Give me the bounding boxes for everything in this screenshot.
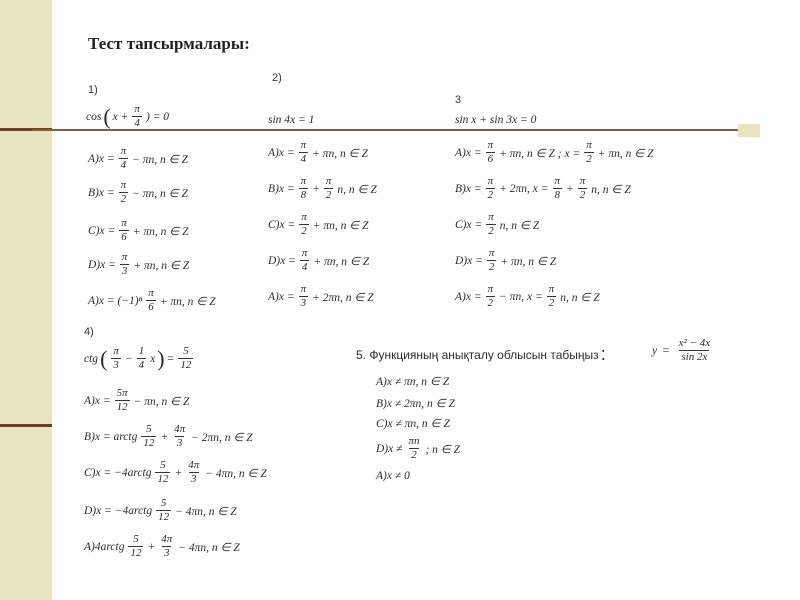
fraction: $\frac{\pi}{2}$: [120, 179, 127, 205]
fraction: $\frac{\pi}{4}$: [301, 247, 308, 273]
fraction: $\frac{5}{12}$: [157, 459, 169, 485]
q2-option-b: B)x = $\frac{\pi}{8}$ + $\frac{\pi}{2}$ n, n ∈ Z: [268, 175, 377, 201]
right-decor-block: [738, 124, 760, 137]
q3-option-b: B)x = $\frac{\pi}{2}$ + 2πn, x = $\frac{\pi}{8}$ + $\frac{\pi}{2}$ n, n ∈ Z: [455, 175, 631, 201]
question-4-label: 4): [84, 326, 94, 338]
fraction: $\frac{4\pi}{3}$: [161, 533, 173, 559]
q5-option-d: D)x ≠ $\frac{\pi n}{2}$ ; n ∈ Z: [376, 435, 461, 461]
q4-option-e: A)4arctg $\frac{5}{12}$ + $\frac{4\pi}{3}$ − 4πn, n ∈ Z: [84, 533, 240, 559]
q2-option-a: A)x = $\frac{\pi}{4}$ + πn, n ∈ Z: [268, 139, 368, 165]
fraction: $\frac{\pi}{2}$: [488, 247, 495, 273]
fraction: $\frac{4\pi}{3}$: [174, 423, 186, 449]
fraction: $\frac{5}{12}$: [180, 345, 192, 371]
q3-option-c: C)x = $\frac{\pi}{2}$ n, n ∈ Z: [455, 211, 540, 237]
fraction: $\frac{\pi}{6}$: [487, 139, 494, 165]
question-3-label: 3: [455, 94, 462, 106]
q5-question: 5. Функцияның анықталу облысын табыңыз :: [356, 344, 606, 364]
fraction: $\frac{5}{12}$: [158, 497, 170, 523]
q2-option-c: C)x = $\frac{\pi}{2}$ + πn, n ∈ Z: [268, 211, 369, 237]
page-title: Тест тапсырмалары:: [88, 34, 250, 53]
q1-eq-func: cos: [86, 110, 102, 123]
q4-option-d: D)x = −4arctg $\frac{5}{12}$ − 4πn, n ∈ Z: [84, 497, 237, 523]
q3-equation: sin x + sin 3x = 0: [455, 114, 537, 126]
fraction: $\frac{\pi}{4}$: [300, 139, 307, 165]
q1-eq-x: x +: [112, 110, 129, 123]
fraction: $\frac{\pi n}{2}$: [408, 435, 420, 461]
fraction: $\frac{5}{12}$: [130, 533, 142, 559]
fraction: $\frac{\pi}{2}$: [586, 139, 592, 165]
fraction: $\frac{\pi}{2}$: [487, 175, 494, 201]
fraction: $\frac{5\pi}{12}$: [116, 387, 128, 413]
q3-option-e: A)x = $\frac{\pi}{2}$ − πn, x = $\frac{\pi}{2}$ n, n ∈ Z: [455, 283, 600, 309]
q5-option-b: B)x ≠ 2πn, n ∈ Z: [376, 398, 455, 410]
fraction: $\frac{4\pi}{3}$: [188, 459, 200, 485]
q5-option-a: A)x ≠ πn, n ∈ Z: [376, 376, 450, 388]
fraction: $\frac{\pi}{6}$: [121, 217, 127, 243]
q2-equation: sin 4x = 1: [268, 114, 315, 126]
q3-option-d: D)x = $\frac{\pi}{2}$ + πn, n ∈ Z: [455, 247, 557, 273]
fraction: $\frac{5}{12}$: [143, 423, 155, 449]
q2-option-e: A)x = $\frac{\pi}{3}$ + 2πn, n ∈ Z: [268, 283, 374, 309]
q1-eq-close: ) = 0: [145, 110, 170, 123]
q1-option-e: A)x = (−1)ⁿ $\frac{\pi}{6}$ + πn, n ∈ Z: [88, 287, 216, 313]
fraction: $\frac{\pi}{2}$: [488, 211, 494, 237]
question-2-label: 2): [272, 72, 282, 84]
q1-eq-paren: (: [103, 103, 111, 129]
q1-eq-frac: $\frac{\pi}{4}$: [134, 103, 140, 129]
q5-function: y = $\frac{\text{x² − 4x}}{\sin 2x}$: [652, 337, 711, 363]
q1-option-a: A)x = $\frac{\pi}{4}$ − πn, n ∈ Z: [88, 145, 188, 171]
q4-option-c: C)x = −4arctg $\frac{5}{12}$ + $\frac{4\pi}{3}$ − 4πn, n ∈ Z: [84, 459, 267, 485]
q1-option-b: B)x = $\frac{\pi}{2}$ − πn, n ∈ Z: [88, 179, 188, 205]
fraction: $\frac{\pi}{3}$: [121, 251, 128, 277]
q5-option-c: C)x ≠ πn, n ∈ Z: [376, 418, 450, 430]
fraction: $\frac{\pi}{4}$: [120, 145, 127, 171]
q3-option-a: A)x = $\frac{\pi}{6}$ + πn, n ∈ Z ; x = $\frac{\pi}{2}$ + πn, n ∈ Z: [455, 139, 654, 165]
q4-option-b: B)x = arctg $\frac{5}{12}$ + $\frac{4\pi}{3}$ − 2πn, n ∈ Z: [84, 423, 253, 449]
fraction: $\frac{\pi}{3}$: [300, 283, 307, 309]
left-decor-band: [0, 0, 52, 600]
fraction: $\frac{\text{x² − 4x}}{\sin 2x}$: [678, 337, 711, 363]
fraction: $\frac{\pi}{2}$: [548, 283, 555, 309]
fraction: $\frac{\pi}{2}$: [301, 211, 307, 237]
fraction: $\frac{\pi}{2}$: [579, 175, 586, 201]
q4-option-a: A)x = $\frac{5\pi}{12}$ − πn, n ∈ Z: [84, 387, 190, 413]
fraction: $\frac{\pi}{3}$: [113, 345, 119, 371]
fraction: $\frac{\pi}{6}$: [148, 287, 154, 313]
fraction: $\frac{\pi}{8}$: [300, 175, 307, 201]
fraction: $\frac{\pi}{2}$: [487, 283, 494, 309]
left-decor-bar-bottom: [0, 424, 52, 427]
q5-option-e: A)x ≠ 0: [376, 470, 410, 482]
q1-equation: [86, 104, 169, 129]
q4-equation: ctg ( $\frac{\pi}{3}$ − $\frac{1}{4}$ x ) = $\frac{5}{12}$: [84, 345, 192, 371]
question-1-label: 1): [88, 84, 98, 96]
q2-option-d: D)x = $\frac{\pi}{4}$ + πn, n ∈ Z: [268, 247, 370, 273]
fraction: $\frac{\pi}{8}$: [554, 175, 561, 201]
q1-option-c: C)x = $\frac{\pi}{6}$ + πn, n ∈ Z: [88, 217, 189, 243]
fraction: $\frac{1}{4}$: [138, 345, 145, 371]
fraction: $\frac{\pi}{2}$: [325, 175, 332, 201]
q1-option-d: D)x = $\frac{\pi}{3}$ + πn, n ∈ Z: [88, 251, 190, 277]
horizontal-divider: [32, 129, 760, 131]
q5-question-text: 5. Функцияның анықталу облысын табыңыз: [356, 347, 599, 362]
